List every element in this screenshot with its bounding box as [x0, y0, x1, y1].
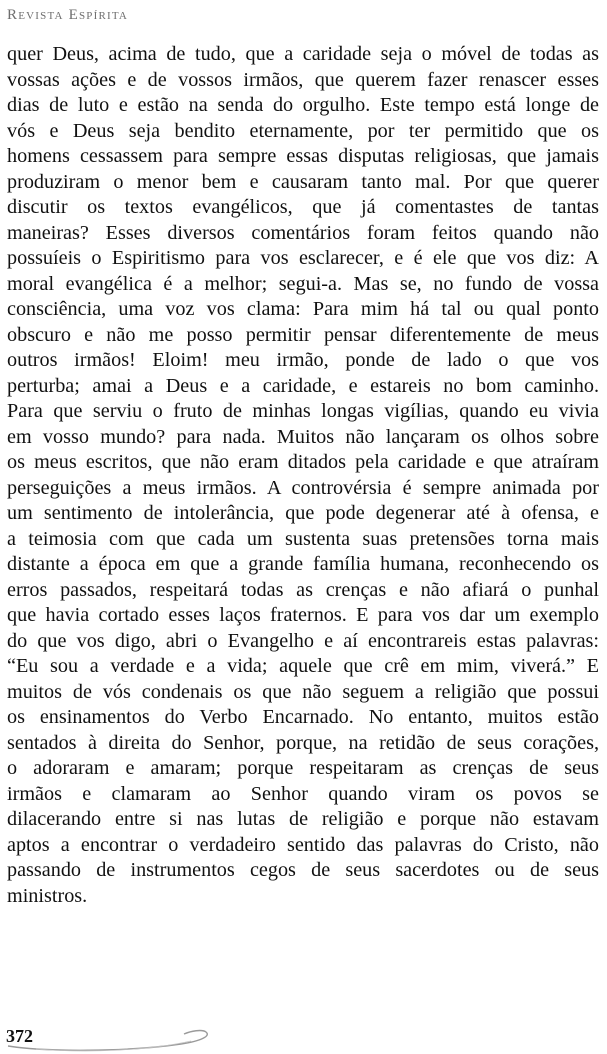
- text-line: do que vos digo, abri o Evangelho e aí encontrareis estas palavras:: [7, 629, 599, 652]
- text-line: perseguições a meus irmãos. A controvérsia é sempre animada por: [7, 476, 599, 499]
- text-line: que havia cortado esses laços fraternos. E para vos dar um exemplo: [7, 604, 599, 626]
- text-line: maneiras? Esses diversos comentários foram feitos quando não: [7, 221, 599, 244]
- text-line: “Eu sou a verdade e a vida; aquele que crê em mim, viverá.” E: [7, 655, 599, 677]
- text-line: consciência, uma voz vos clama: Para mim há tal ou qual ponto: [7, 298, 599, 320]
- text-line: produziram o menor bem e causaram tanto mal. Por que querer: [7, 170, 599, 193]
- decorative-swoosh: [6, 1022, 216, 1052]
- text-line: vós e Deus seja bendito eternamente, por ter permitido que os: [7, 119, 599, 142]
- body-text: [7, 42, 599, 909]
- text-line: os ensinamentos do Verbo Encarnado. No entanto, muitos estão: [7, 706, 599, 728]
- text-line: sentados à direita do Senhor, porque, na retidão de seus corações,: [7, 731, 599, 754]
- page-number: 372: [6, 1026, 33, 1046]
- text-line: quer Deus, acima de tudo, que a caridade seja o móvel de todas as: [7, 43, 599, 65]
- text-line: Para que serviu o fruto de minhas longas vigílias, quando eu vivia: [7, 400, 599, 422]
- text-line: dilacerando entre si nas lutas de religião e porque não estavam: [7, 808, 599, 830]
- text-line: em vosso mundo? para nada. Muitos não lançaram os olhos sobre: [7, 425, 599, 448]
- text-line: dias de luto e estão na senda do orgulho. Este tempo está longe de: [7, 94, 599, 116]
- text-line: os meus escritos, que não eram ditados pela caridade e que atraíram: [7, 451, 599, 473]
- text-line: possuíeis o Espiritismo para vos esclarecer, e é ele que vos diz: A: [7, 247, 599, 269]
- text-line: ministros.: [7, 884, 88, 907]
- text-line: aptos a encontrar o verdadeiro sentido das palavras do Cristo, não: [7, 833, 599, 856]
- page-footer: [6, 1022, 216, 1052]
- text-line: perturba; amai a Deus e a caridade, e estareis no bom caminho.: [7, 374, 599, 397]
- text-line: distante a época em que a grande família humana, reconhecendo os: [7, 553, 599, 575]
- text-line: a teimosia com que cada um sustenta suas pretensões torna mais: [7, 527, 599, 550]
- text-line: obscuro e não me posso permitir pensar diferentemente de meus: [7, 323, 599, 346]
- text-line: discutir os textos evangélicos, que já comentastes de tantas: [7, 196, 599, 218]
- text-line: o adoraram e amaram; porque respeitaram as crenças de seus: [7, 757, 599, 779]
- text-line: outros irmãos! Eloim! meu irmão, ponde de lado o que vos: [7, 349, 599, 371]
- text-line: muitos de vós condenais os que não seguem a religião que possui: [7, 680, 599, 703]
- text-line: irmãos e clamaram ao Senhor quando viram os povos se: [7, 782, 599, 805]
- text-line: um sentimento de intolerância, que pode degenerar até à ofensa, e: [7, 502, 599, 524]
- text-line: moral evangélica é a melhor; segui-a. Mas se, no fundo de vossa: [7, 272, 599, 295]
- text-line: vossas ações e de vossos irmãos, que querem fazer renascer esses: [7, 68, 599, 91]
- text-line: homens cessassem para sempre essas disputas religiosas, que jamais: [7, 145, 599, 167]
- running-header: Revista Espírita: [7, 7, 129, 23]
- text-line: passando de instrumentos cegos de seus sacerdotes ou de seus: [7, 859, 599, 881]
- text-line: erros passados, respeitará todas as crenças e não afiará o punhal: [7, 578, 599, 601]
